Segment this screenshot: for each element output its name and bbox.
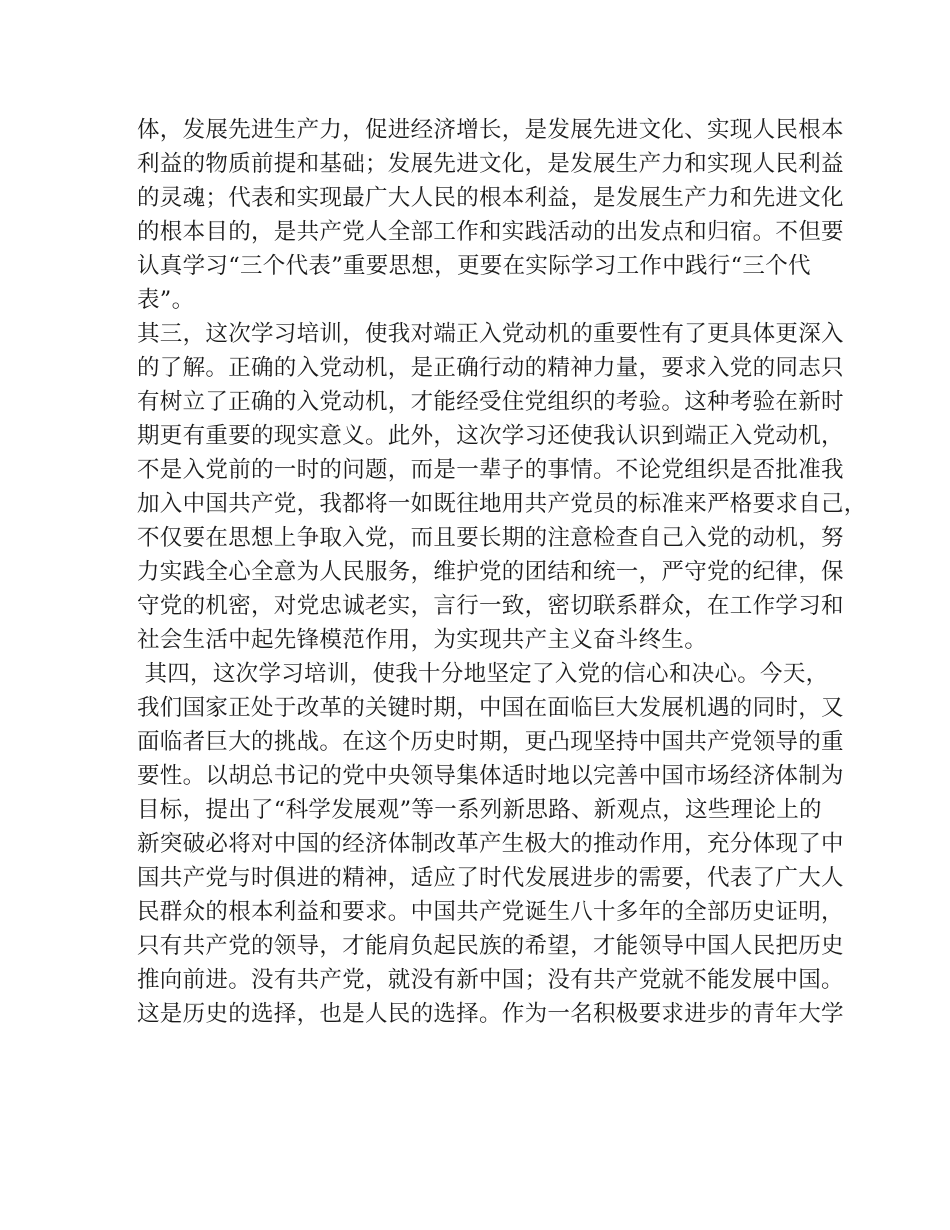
text-line: 要性。以胡总书记的党中央领导集体适时地以完善中国市场经济体制为	[137, 763, 844, 789]
text-line: 新突破必将对中国的经济体制改革产生极大的推动作用，充分体现了中	[137, 831, 844, 857]
text-line: 体，发展先进生产力，促进经济增长，是发展先进文化、实现人民根本	[137, 117, 844, 143]
text-line: 的了解。正确的入党动机，是正确行动的精神力量，要求入党的同志只	[137, 355, 844, 381]
text-line: 力实践全心全意为人民服务，维护党的团结和统一，严守党的纪律，保	[137, 559, 844, 585]
document-body	[137, 113, 867, 1031]
text-line: 的根本目的，是共产党人全部工作和实践活动的出发点和归宿。不但要	[137, 219, 844, 245]
text-line: 我们国家正处于改革的关键时期，中国在面临巨大发展机遇的同时，又	[137, 695, 844, 721]
text-line: 目标，提出了“科学发展观”等一系列新思路、新观点，这些理论上的	[137, 797, 822, 823]
text-line: 守党的机密，对党忠诚老实，言行一致，密切联系群众，在工作学习和	[137, 593, 844, 619]
text-line: 民群众的根本利益和要求。中国共产党诞生八十多年的全部历史证明，	[137, 899, 844, 925]
text-line: 推向前进。没有共产党，就没有新中国；没有共产党就不能发展中国。	[137, 967, 844, 993]
text-line: 其三，这次学习培训，使我对端正入党动机的重要性有了更具体更深入	[137, 321, 844, 347]
text-line: 不仅要在思想上争取入党，而且要长期的注意检查自己入党的动机，努	[137, 525, 844, 551]
text-line: 国共产党与时俱进的精神，适应了时代发展进步的需要，代表了广大人	[137, 865, 844, 891]
text-line: 社会生活中起先锋模范作用，为实现共产主义奋斗终生。	[137, 627, 708, 653]
text-line: 的灵魂；代表和实现最广大人民的根本利益，是发展生产力和先进文化	[137, 185, 844, 211]
text-line: 这是历史的选择，也是人民的选择。作为一名积极要求进步的青年大学	[137, 1001, 844, 1027]
text-line: 加入中国共产党，我都将一如既往地用共产党员的标准来严格要求自己，	[137, 491, 867, 517]
text-line: 认真学习“三个代表”重要思想，更要在实际学习工作中践行“三个代	[137, 253, 811, 279]
text-line: 期更有重要的现实意义。此外，这次学习还使我认识到端正入党动机，	[137, 423, 844, 449]
text-line: 利益的物质前提和基础；发展先进文化，是发展生产力和实现人民利益	[137, 151, 844, 177]
text-line: 其四，这次学习培训，使我十分地坚定了入党的信心和决心。今天，	[137, 661, 829, 687]
text-line: 面临者巨大的挑战。在这个历史时期，更凸现坚持中国共产党领导的重	[137, 729, 844, 755]
text-line: 有树立了正确的入党动机，才能经受住党组织的考验。这种考验在新时	[137, 389, 844, 415]
text-line: 不是入党前的一时的问题，而是一辈子的事情。不论党组织是否批准我	[137, 457, 844, 483]
text-line: 表”。	[137, 287, 195, 313]
text-line: 只有共产党的领导，才能肩负起民族的希望，才能领导中国人民把历史	[137, 933, 844, 959]
